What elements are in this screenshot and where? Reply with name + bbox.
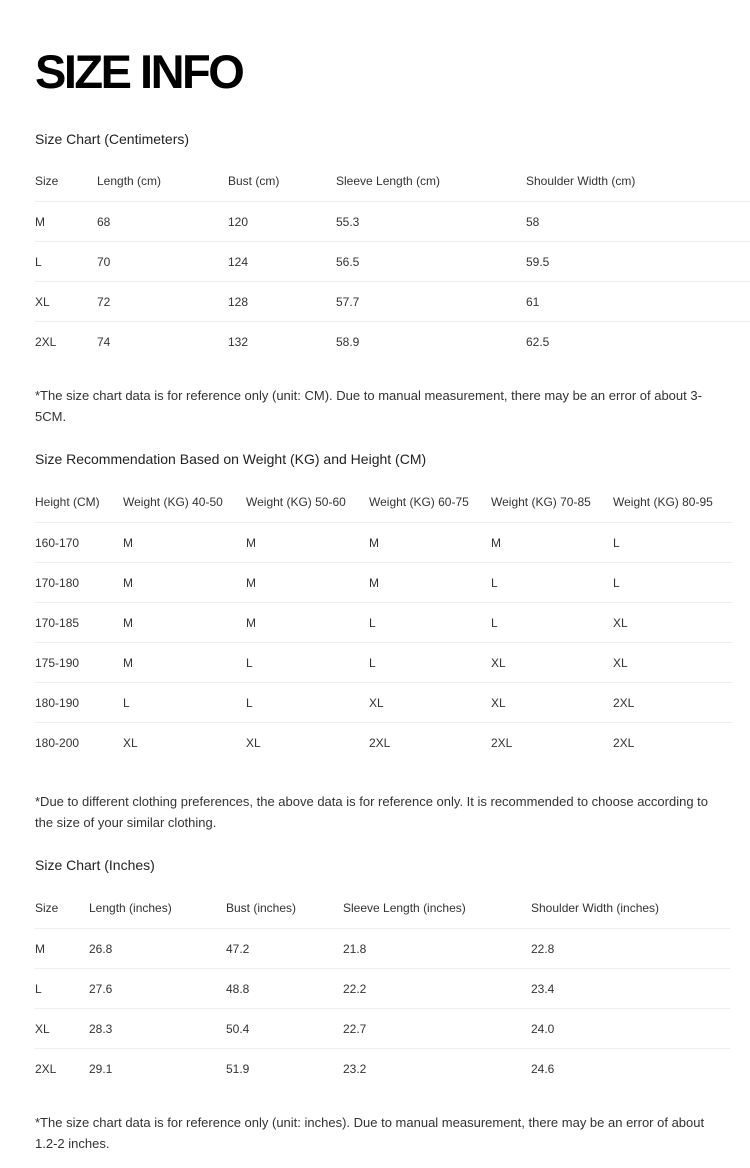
table-row xyxy=(35,723,732,763)
table-cell: M xyxy=(123,563,246,603)
table-row xyxy=(35,1049,730,1089)
table-row xyxy=(35,1009,730,1049)
table-cell: M xyxy=(246,563,369,603)
table-row xyxy=(35,603,732,643)
recommendation-note: *Due to different clothing preferences, the above data is for reference only. It is recommended to choose according to the size of your similar clothing. xyxy=(35,794,709,830)
table-cell: M xyxy=(35,202,97,242)
table-row xyxy=(35,563,732,603)
table-cell: 24.6 xyxy=(531,1049,730,1089)
column-header: Size xyxy=(35,174,59,188)
table-cell: M xyxy=(123,523,246,563)
table-row xyxy=(35,969,730,1009)
table-cell: 23.4 xyxy=(531,969,730,1009)
table-cell: M xyxy=(123,603,246,643)
table-cell: M xyxy=(123,643,246,683)
table-cell: L xyxy=(613,523,732,563)
table-cell: M xyxy=(246,603,369,643)
table-row xyxy=(35,202,750,242)
inch-size-table xyxy=(35,888,730,1088)
page-title: SIZE INFO xyxy=(35,45,243,98)
column-header: Sleeve Length (cm) xyxy=(336,174,441,188)
recommendation-title: Size Recommendation Based on Weight (KG) and Height (CM) xyxy=(35,451,427,467)
table-cell: L xyxy=(613,563,732,603)
table-row xyxy=(35,643,732,683)
table-cell: 21.8 xyxy=(343,929,531,969)
table-cell: 28.3 xyxy=(89,1009,226,1049)
table-cell: XL xyxy=(369,683,491,723)
table-cell: 59.5 xyxy=(526,242,750,282)
table-cell: 24.0 xyxy=(531,1009,730,1049)
table-cell: L xyxy=(246,643,369,683)
table-cell: 23.2 xyxy=(343,1049,531,1089)
table-cell: 58 xyxy=(526,202,750,242)
table-cell: 124 xyxy=(228,242,336,282)
column-header: Size xyxy=(35,901,59,915)
table-cell: 61 xyxy=(526,282,750,322)
table-cell: 180-190 xyxy=(35,683,123,723)
table-cell: XL xyxy=(123,723,246,763)
table-cell: 27.6 xyxy=(89,969,226,1009)
cm-chart-note: *The size chart data is for reference only (unit: CM). Due to manual measurement, there may be an error of about 3-5CM. xyxy=(35,388,702,424)
column-header: Shoulder Width (inches) xyxy=(531,901,660,915)
table-cell: XL xyxy=(491,643,613,683)
table-cell: M xyxy=(369,523,491,563)
column-header: Shoulder Width (cm) xyxy=(526,174,636,188)
table-cell: 22.7 xyxy=(343,1009,531,1049)
column-header: Weight (KG) 50-60 xyxy=(246,495,346,509)
table-cell: L xyxy=(35,969,89,1009)
column-header: Height (CM) xyxy=(35,495,100,509)
table-cell: 56.5 xyxy=(336,242,526,282)
table-cell: L xyxy=(369,643,491,683)
table-row xyxy=(35,242,750,282)
table-row xyxy=(35,282,750,322)
table-cell: 74 xyxy=(97,322,228,362)
recommendation-table xyxy=(35,482,732,762)
table-cell: 175-190 xyxy=(35,643,123,683)
table-cell: 70 xyxy=(97,242,228,282)
table-cell: 2XL xyxy=(35,1049,89,1089)
table-cell: 132 xyxy=(228,322,336,362)
table-cell: 2XL xyxy=(613,683,732,723)
table-cell: L xyxy=(35,242,97,282)
table-cell: 68 xyxy=(97,202,228,242)
table-header-row xyxy=(35,482,732,523)
table-cell: XL xyxy=(613,643,732,683)
table-cell: 170-180 xyxy=(35,563,123,603)
table-cell: 55.3 xyxy=(336,202,526,242)
table-cell: XL xyxy=(613,603,732,643)
column-header: Length (cm) xyxy=(97,174,162,188)
table-cell: 29.1 xyxy=(89,1049,226,1089)
table-cell: 58.9 xyxy=(336,322,526,362)
table-cell: XL xyxy=(491,683,613,723)
table-cell: M xyxy=(35,929,89,969)
table-cell: 160-170 xyxy=(35,523,123,563)
column-header: Bust (cm) xyxy=(228,174,280,188)
table-row xyxy=(35,322,750,362)
table-cell: 170-185 xyxy=(35,603,123,643)
table-cell: 72 xyxy=(97,282,228,322)
table-cell: 57.7 xyxy=(336,282,526,322)
column-header: Bust (inches) xyxy=(226,901,297,915)
cm-chart-title: Size Chart (Centimeters) xyxy=(35,131,190,147)
inch-chart-note: *The size chart data is for reference only (unit: inches). Due to manual measurement, there may be an error of about 1.2-2 inches. xyxy=(35,1115,705,1151)
cm-size-table xyxy=(35,161,750,361)
table-cell: M xyxy=(491,523,613,563)
table-cell: 2XL xyxy=(613,723,732,763)
column-header: Weight (KG) 70-85 xyxy=(491,495,591,509)
table-cell: L xyxy=(491,563,613,603)
table-cell: XL xyxy=(35,282,97,322)
table-cell: 51.9 xyxy=(226,1049,343,1089)
table-cell: 50.4 xyxy=(226,1009,343,1049)
inch-chart-title: Size Chart (Inches) xyxy=(35,857,155,873)
table-cell: L xyxy=(123,683,246,723)
table-cell: L xyxy=(491,603,613,643)
table-cell: 128 xyxy=(228,282,336,322)
table-cell: 120 xyxy=(228,202,336,242)
column-header: Weight (KG) 80-95 xyxy=(613,495,713,509)
table-cell: M xyxy=(246,523,369,563)
table-cell: XL xyxy=(35,1009,89,1049)
table-header-row xyxy=(35,161,750,202)
column-header: Weight (KG) 60-75 xyxy=(369,495,469,509)
table-cell: 26.8 xyxy=(89,929,226,969)
table-row xyxy=(35,929,730,969)
column-header: Weight (KG) 40-50 xyxy=(123,495,223,509)
table-cell: 62.5 xyxy=(526,322,750,362)
table-cell: L xyxy=(369,603,491,643)
table-cell: 2XL xyxy=(491,723,613,763)
table-cell: M xyxy=(369,563,491,603)
column-header: Sleeve Length (inches) xyxy=(343,901,466,915)
table-row xyxy=(35,523,732,563)
table-cell: L xyxy=(246,683,369,723)
table-row xyxy=(35,683,732,723)
table-cell: 48.8 xyxy=(226,969,343,1009)
table-cell: XL xyxy=(246,723,369,763)
table-header-row xyxy=(35,888,730,929)
table-cell: 2XL xyxy=(369,723,491,763)
table-cell: 22.8 xyxy=(531,929,730,969)
table-cell: 180-200 xyxy=(35,723,123,763)
table-cell: 2XL xyxy=(35,322,97,362)
table-cell: 47.2 xyxy=(226,929,343,969)
table-cell: 22.2 xyxy=(343,969,531,1009)
column-header: Length (inches) xyxy=(89,901,172,915)
